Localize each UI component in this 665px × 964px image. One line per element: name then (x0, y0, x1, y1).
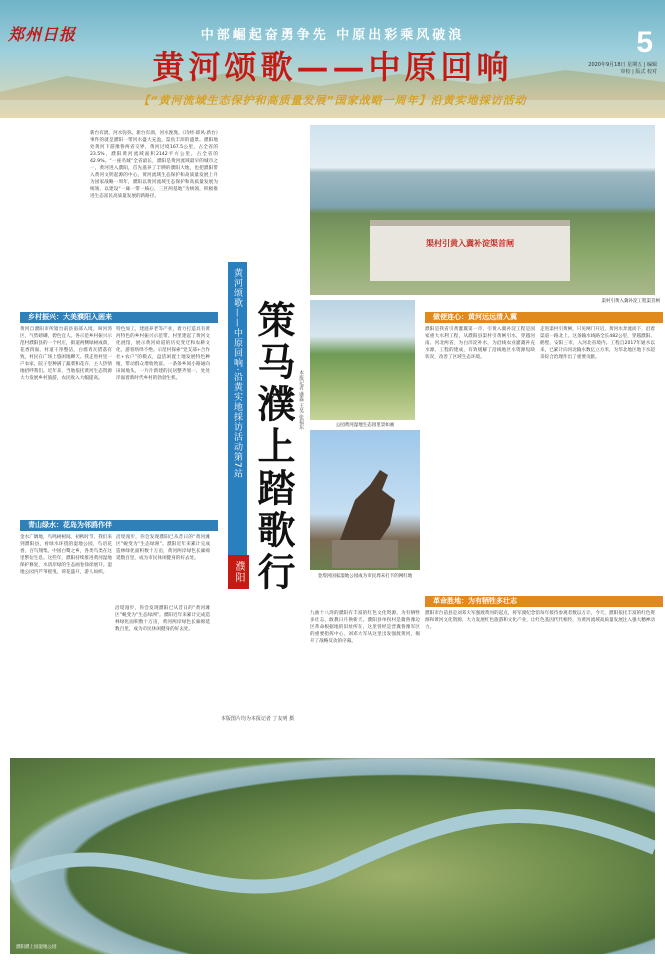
intro-paragraph: 新台有泚，河水弥弥。新台有酒，河水浼浼。《诗经·邶风·新台》事件的就是濮阳一带河水盛大充盈，渠鱼丰沛的盛景。濮阳地处黄河下游豫鲁两省交界，黄河过境167.5公里，占全省的23.5%，濮阳黄河流域面积2142平方公里，占全省的42.9%。“一座名城”全省最长，濮阳是黄河流域最早的城市之一，黄河进入濮阳，首先滋养了丰腴的濮阳大地，也把濮阳带入黄河文明起源的中心。黄河流域生态保护和高质量发展上升为国家战略一周年，濮阳以黄河流域生态保护和高质量发展为统领，以建设“一廊一带一核心，三区两基地”为统领，积极推进生态富民高质量发展的新路径。 (90, 131, 218, 199)
section-header-ecology: 青山绿水：花岛为邻鸥作伴 (20, 520, 218, 531)
section-body: 九曲十八湾的濮阳有丰富的红色文化资源，为有牺牲多壮志，敢教日月换新天。濮阳县单拐村是冀鲁豫边区革命根据地的旧址所在，这里曾经是晋冀鲁豫军区的重要指挥中心，刘邓大军从这里出发强渡黄河，揭开了战略反攻的序幕。 (310, 611, 420, 644)
byline: 本报记者 盛淼 王昊 张福东 (298, 370, 304, 430)
article-headline: 策马濮上踏歌行 (251, 300, 296, 594)
photo-caption: 渠村引黄入冀补淀工程渠首闸 (601, 299, 660, 304)
station-badge: 濮阳 (228, 555, 249, 589)
photo-credit: 本版图片均为本报记者 丁友明 摄 (220, 716, 295, 722)
campaign-banner: 【“黄河流域生态保护和高质量发展”国家战略一周年】沿黄实地採访活动 (138, 94, 527, 107)
section-body: 沿堤漫步，你会发现濮阳已从昔日的“黄河滩区”蜕变为“生态绿洲”。濮阳近年来累计完成造林绿化面积数十万亩，黄河两岸绿色长廊绵延数百里，成为市民休闲健身的好去处。 (116, 535, 210, 561)
series-label: 黄河颂歌——中原回响·沿黄实地採访活动第7站 (228, 262, 247, 559)
section-body: 特色加工，建庭养老等产业，着力打造具有黄河特色的乡村振兴示范带。村里建起了黄河文化展馆，展示黄河故道的历史变迁和农耕文化，游客络绎不绝。示范村探索“党支部+合作社+农户”的模式，盘活闲置土地发展特色种植，带动群众增收致富。一条条乡间小路通向田间地头，一片片新建的民居整齐划一，处处洋溢着新时代乡村的勃勃生机。 (116, 327, 210, 381)
section-body: 金水广阔地，鸟鸣树树间。初秋时节，我们来到濮阳县，看绿水环绕的湿地公园，鸟语花香，百鸟翔集。中国白鹭之乡，各类鸟类在这里繁衍生息。这些年，濮阳持续推进黄河湿地保护修复，水清岸绿的生态画卷徐徐展开。湿地公园内芦苇摇曳，荷花盛开，游人如织。 (20, 535, 112, 575)
section-body: 濮阳市台前县是刘邓大军强渡黄河的起点，将军渡纪念馆每年接待参观者数以万计。今天，濮阳依托丰富的红色资源和黄河文化资源，大力发展红色旅游和文化产业，让红色基因代代相传，为黄河流域高质量发展注入强大精神动力。 (425, 611, 655, 630)
statue-photo (310, 430, 420, 570)
gate-sign: 渠村引黄入冀补淀渠首闸 (426, 239, 514, 248)
horse-statue-icon (310, 430, 420, 570)
photo-caption: 金堤河国家湿地公园成为市民周末打卡的网红地 (317, 574, 413, 579)
section-header-rural: 乡村振兴：大美濮阳入画来 (20, 312, 218, 323)
river-bend-graphic (10, 758, 655, 954)
section-header-water: 做便连心：黄河远远清入冀 (425, 312, 663, 323)
photo-caption: 濮阳濮上园湿地公园 (16, 945, 57, 950)
newspaper-logo: 郑州日报 (8, 25, 77, 44)
photo-caption: 公园黄河湿地生态园里景如画 (335, 423, 395, 428)
page-info: 2020年9月18日 星期五 | 编辑 审校 | 版式 校对 (588, 62, 657, 75)
page-title: 黄河颂歌——中原回响 (152, 48, 513, 86)
sluice-gate-photo (310, 125, 655, 295)
section-body: 濮阳是我省引黄灌溉第一市，引黄入冀补淀工程是国家重大水利工程，从濮阳县渠村引黄闸引水，穿越河南、河北两省，为白洋淀补水，为沿线农业灌溉补充水源。工程的建成，有效缓解了沿线地区水资源短缺状况，改善了区域生态环境。 (425, 327, 535, 360)
wetland-aerial-photo (10, 758, 655, 954)
section-body: 走进渠村引黄闸，只见闸门开启，黄河水奔流而下，沿着渠道一路北上。这条输水线路全长482公里，穿越濮阳、鹤壁、安阳三市，入河北省境内。工程自2017年通水以来，已累计向河北输水数亿立方米，为华北地区地下水超采综合治理作出了重要贡献。 (540, 327, 655, 360)
wetland-photo (310, 300, 415, 420)
page-number: 5 (636, 26, 653, 59)
section-body: 黄河自濮阳市所辖台前县南部入境，叫河湾区，气势磅礴，碧色宜人。各示范乡村振兴示范村濮阳县的一个村庄，街道两侧绿树成荫，花香四溢，村道干净整洁，白墙青瓦错落有致，村民在广场上悠闲地聊天。我走进村里一户农家，院子里种满了蔬菜和花卉，主人热情地招呼我们。近年来，当地依托黄河生态资源大力发展乡村旅游，农民收入大幅提高。 (20, 327, 112, 381)
page-subtitle: 中部崛起奋勇争先 中原出彩乘风破浪 (200, 28, 465, 43)
column-text: 沿堤漫步，你会发现濮阳已从昔日的“黄河滩区”蜕变为“生态绿洲”。濮阳近年来累计完成造林绿化面积数十万亩，黄河两岸绿色长廊绵延数百里，成为市民休闲健身的好去处。 (115, 606, 210, 632)
gate-building (370, 220, 570, 281)
section-header-revolution: 革命胜地：为有牺牲多壮志 (425, 596, 663, 607)
